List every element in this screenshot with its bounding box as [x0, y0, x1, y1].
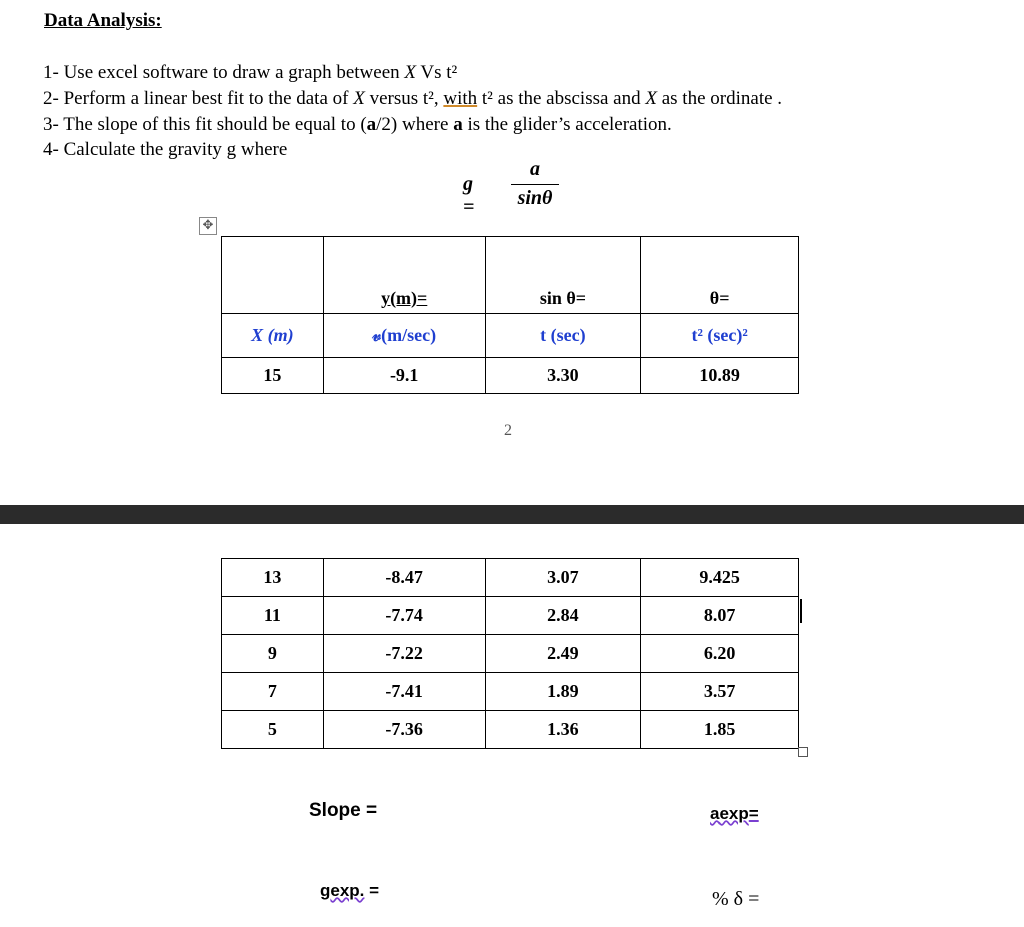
percent-delta-label: % δ =: [712, 888, 760, 910]
table-cell[interactable]: 10.89: [641, 358, 799, 394]
table-cell[interactable]: -9.1: [323, 358, 485, 394]
table-cell[interactable]: 15: [222, 358, 324, 394]
data-table-bottom: [221, 558, 799, 749]
table-cell[interactable]: 6.20: [641, 635, 799, 673]
table-cell[interactable]: 11: [222, 597, 324, 635]
table-cell[interactable]: 3.57: [641, 673, 799, 711]
table-row: [222, 673, 799, 711]
table-cell[interactable]: 9.425: [641, 559, 799, 597]
table-cell[interactable]: -7.41: [323, 673, 485, 711]
table-move-handle-icon[interactable]: ✥: [199, 217, 217, 235]
section-heading: Data Analysis:: [44, 10, 162, 31]
table-row: [222, 711, 799, 749]
table-cell[interactable]: -8.47: [323, 559, 485, 597]
table-cell: t² (sec)²: [641, 314, 799, 358]
table-cell[interactable]: 7: [222, 673, 324, 711]
table-cell[interactable]: 1.36: [485, 711, 641, 749]
table-cell: t (sec): [485, 314, 641, 358]
table-cell: y(m)=: [323, 237, 485, 314]
table-header-row-2: [222, 314, 799, 358]
table-cell[interactable]: 2.49: [485, 635, 641, 673]
slope-label: Slope =: [309, 800, 378, 821]
table-cell: 𝓋(m/sec): [323, 314, 485, 358]
table-cell[interactable]: 1.89: [485, 673, 641, 711]
table-cell[interactable]: 3.30: [485, 358, 641, 394]
table-cell[interactable]: 1.85: [641, 711, 799, 749]
table-row: [222, 559, 799, 597]
table-cell[interactable]: 2.84: [485, 597, 641, 635]
table-cell[interactable]: 13: [222, 559, 324, 597]
instruction-4: 4- Calculate the gravity g where: [43, 139, 288, 160]
table-cell[interactable]: 8.07: [641, 597, 799, 635]
table-cell[interactable]: 5: [222, 711, 324, 749]
table-cell[interactable]: 9: [222, 635, 324, 673]
page-number: 2: [504, 422, 512, 439]
g-exp-label: gexp. =: [320, 881, 380, 900]
table-cell[interactable]: -7.36: [323, 711, 485, 749]
instruction-3: 3- The slope of this fit should be equal to (a/2) where a is the glider’s acceleration.: [43, 114, 672, 135]
table-row: [222, 635, 799, 673]
a-exp-label: aexp=: [710, 804, 759, 823]
table-cell: X (m): [222, 314, 324, 358]
page-break-bar: [0, 505, 1024, 524]
table-row: [222, 358, 799, 394]
instruction-1: 1- Use excel software to draw a graph between X Vs t²: [43, 62, 458, 83]
table-cell[interactable]: -7.22: [323, 635, 485, 673]
table-cell: [222, 237, 324, 314]
table-header-row-1: [222, 237, 799, 314]
table-cell[interactable]: -7.74: [323, 597, 485, 635]
data-table-top: [221, 236, 799, 394]
table-row: [222, 597, 799, 635]
table-resize-handle-icon[interactable]: [798, 747, 808, 757]
table-cell: θ=: [641, 237, 799, 314]
table-cell[interactable]: 3.07: [485, 559, 641, 597]
instruction-2: 2- Perform a linear best fit to the data of X versus t², with t² as the abscissa and X as the ordinate .: [43, 88, 783, 109]
text-cursor: [800, 599, 802, 623]
table-cell: sin θ=: [485, 237, 641, 314]
